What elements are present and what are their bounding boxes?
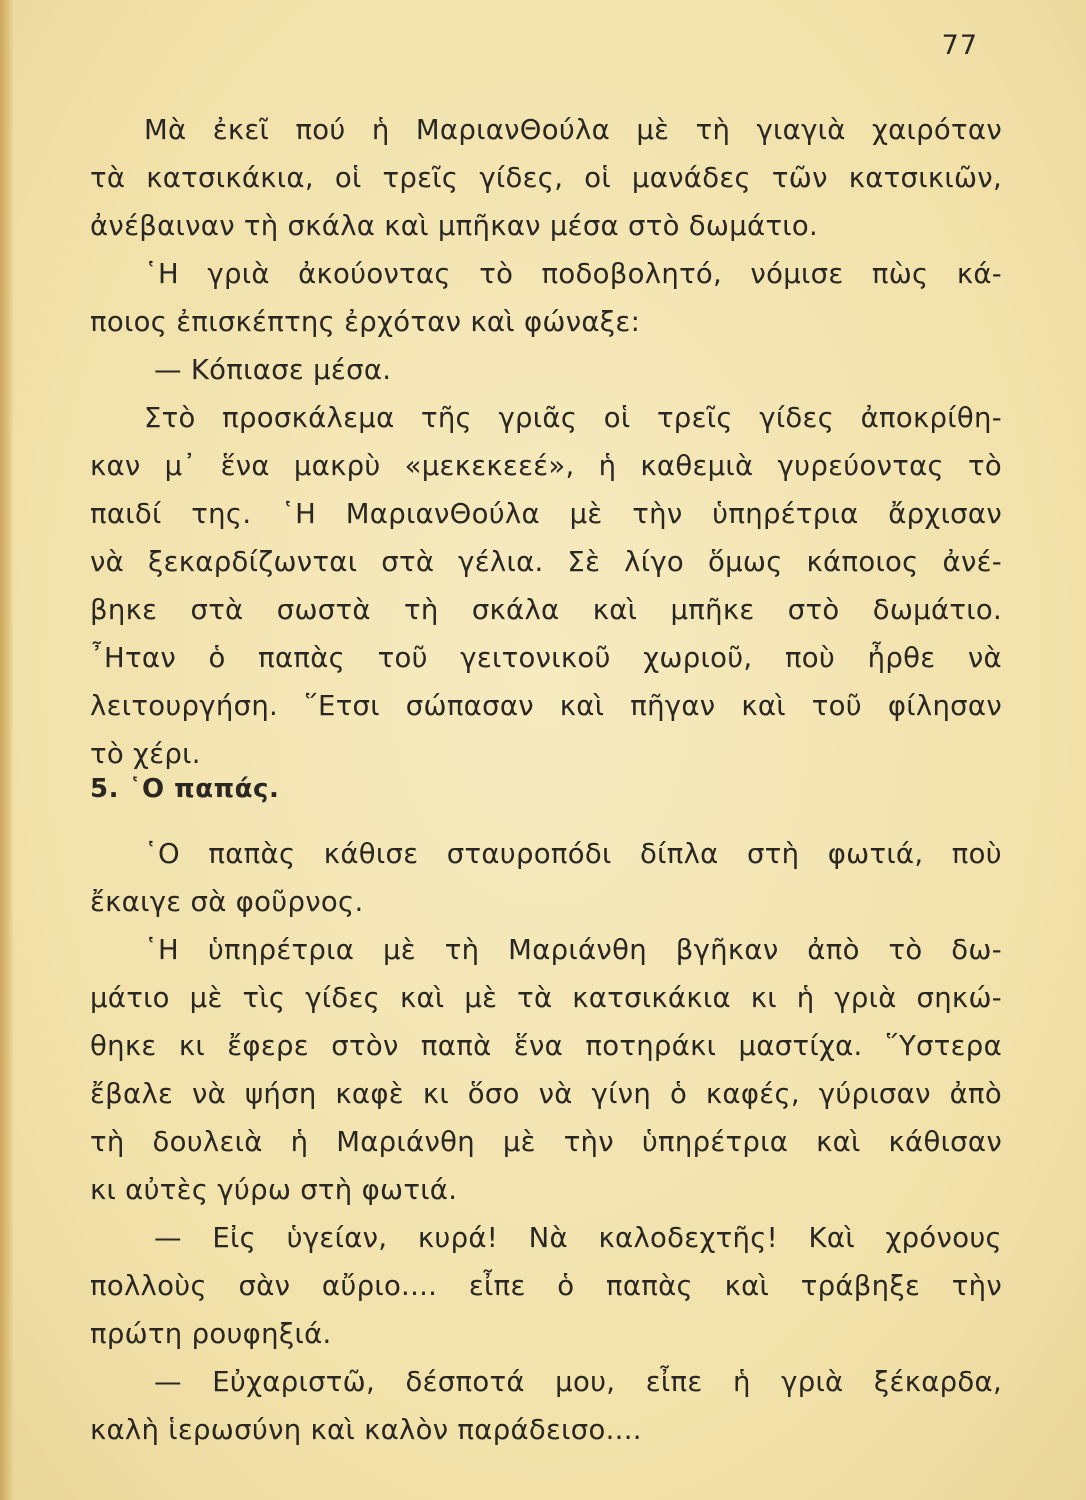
text-line: θηκε κι ἔφερε στὸν παπὰ ἕνα ποτηράκι μαστίχα. ῞Υστερα [90,1030,1002,1062]
text-line: ἔβαλε νὰ ψήση καφὲ κι ὅσο νὰ γίνη ὁ καφές, γύρισαν ἀπὸ [90,1078,1002,1110]
dialogue-line: — Εἰς ὑγείαν, κυρά! Νὰ καλοδεχτῆς! Καὶ χρόνους [154,1222,1002,1254]
text-line: ἀνέβαιναν τὴ σκάλα καὶ μπῆκαν μέσα στὸ δωμάτιο. [90,210,819,242]
text-line: τὴ δουλειὰ ἡ Μαριάνθη μὲ τὴν ὑπηρέτρια καὶ κάθισαν [90,1126,1002,1158]
text-line: πολλοὺς σὰν αὔριο.... εἶπε ὁ παπὰς καὶ τράβηξε τὴν [90,1270,1002,1302]
text-line: καν μ᾽ ἕνα μακρὺ «μεκεκεεέ», ἡ καθεμιὰ γυρεύοντας τὸ [90,450,1002,482]
section-heading: 5. ῾Ο παπάς. [90,774,280,804]
text-line: κι αὐτὲς γύρω στὴ φωτιά. [90,1174,458,1206]
text-line: τὸ χέρι. [90,738,201,770]
page-gutter-shadow [0,0,14,1500]
text-block-first [90,106,1002,778]
text-block-second [90,830,1002,1454]
dialogue-line: — Κόπιασε μέσα. [154,354,392,386]
text-line: ποιος ἐπισκέπτης ἐρχόταν καὶ φώναξε: [90,306,641,338]
text-line: βηκε στὰ σωστὰ τὴ σκάλα καὶ μπῆκε στὸ δωμάτιο. [90,594,1002,626]
dialogue-line: — Εὐχαριστῶ, δέσποτά μου, εἶπε ἡ γριὰ ξέκαρδα, [154,1366,1002,1398]
text-line: τὰ κατσικάκια, οἱ τρεῖς γίδες, οἱ μανάδες τῶν κατσικιῶν, [90,162,1002,194]
text-line: Μὰ ἐκεῖ πού ἡ ΜαριανΘούλα μὲ τὴ γιαγιὰ χαιρόταν [144,114,1002,146]
text-line: παιδί της. ῾Η ΜαριανΘούλα μὲ τὴν ὑπηρέτρια ἄρχισαν [90,498,1002,530]
text-line: μάτιο μὲ τὶς γίδες καὶ μὲ τὰ κατσικάκια κι ἡ γριὰ σηκώ- [90,982,1002,1014]
text-line: ῾Η γριὰ ἀκούοντας τὸ ποδοβολητό, νόμισε πὼς κά- [144,258,1002,290]
text-line: νὰ ξεκαρδίζωνται στὰ γέλια. Σὲ λίγο ὅμως κάποιος ἀνέ- [90,546,1002,578]
text-line: ῾Ο παπὰς κάθισε σταυροπόδι δίπλα στὴ φωτιά, ποὺ [144,838,1002,870]
page-number: 77 [941,30,978,61]
text-line: ῾Η ὑπηρέτρια μὲ τὴ Μαριάνθη βγῆκαν ἀπὸ τὸ δω- [144,934,1002,966]
text-line: ῏Ηταν ὁ παπὰς τοῦ γειτονικοῦ χωριοῦ, ποὺ ἦρθε νὰ [90,642,1002,674]
text-line: καλὴ ἱερωσύνη καὶ καλὸν παράδεισο.... [90,1414,642,1446]
text-line: πρώτη ρουφηξιά. [90,1318,332,1350]
text-line: Στὸ προσκάλεμα τῆς γριᾶς οἱ τρεῖς γίδες ἀποκρίθη- [144,402,1002,434]
text-line: λειτουργήση. ῞Ετσι σώπασαν καὶ πῆγαν καὶ τοῦ φίλησαν [90,690,1002,722]
text-line: ἔκαιγε σὰ φοῦρνος. [90,886,364,918]
